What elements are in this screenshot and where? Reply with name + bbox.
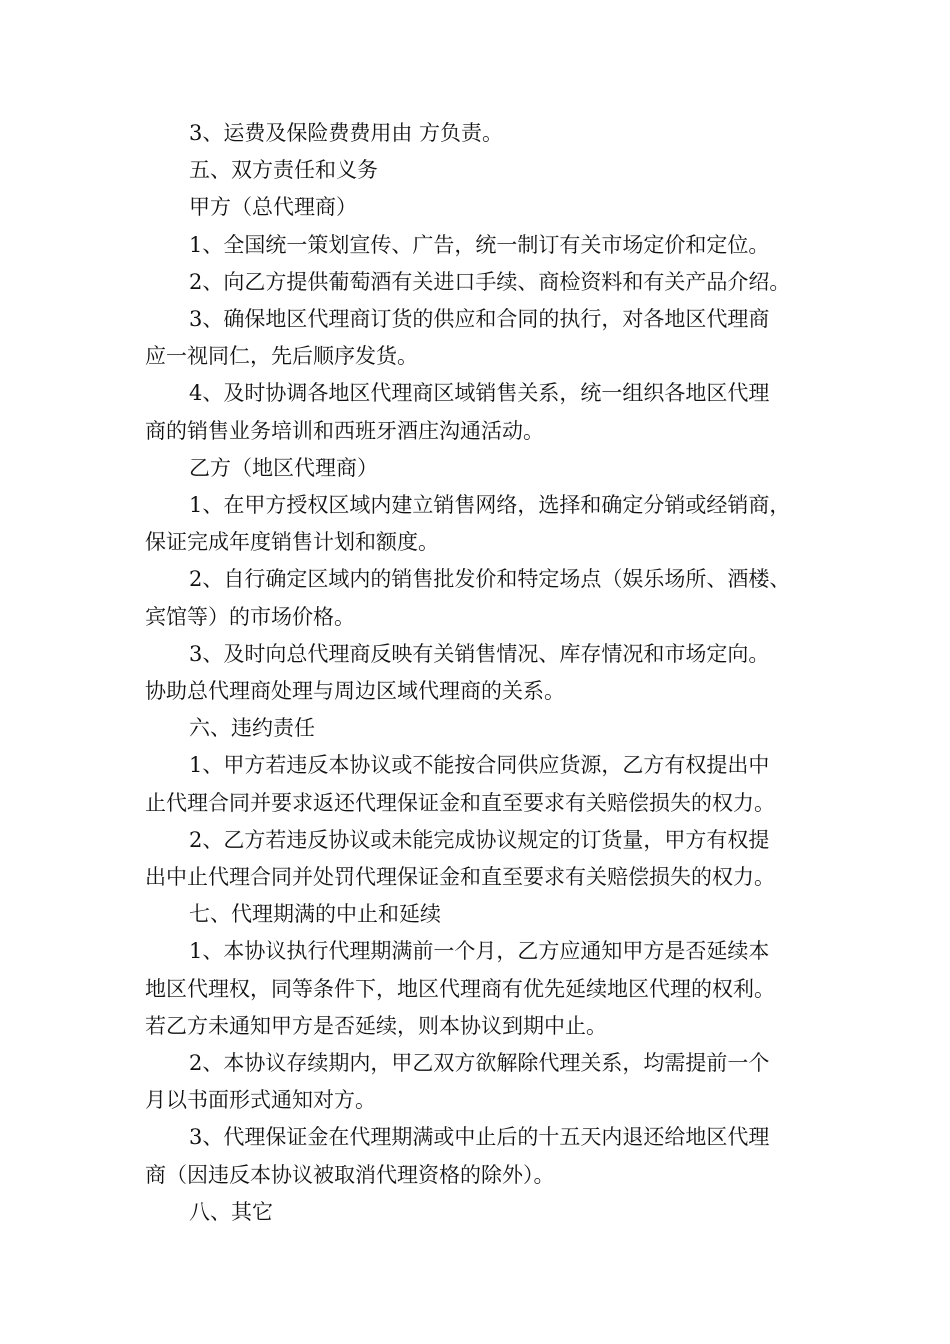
- paragraph: [145, 1045, 835, 1119]
- text-line: 2、本协议存续期内，甲乙双方欲解除代理关系，均需提前一个: [189, 1051, 770, 1076]
- text-line: 八、其它: [189, 1199, 273, 1224]
- document-body: [145, 115, 835, 1231]
- paragraph: [145, 264, 835, 301]
- text-line: 2、向乙方提供葡萄酒有关进口手续、商检资料和有关产品介绍。: [189, 269, 791, 294]
- text-line: 3、确保地区代理商订货的供应和合同的执行，对各地区代理商: [189, 307, 770, 332]
- text-line: 保证完成年度销售计划和额度。: [145, 530, 439, 555]
- paragraph: [145, 301, 835, 375]
- paragraph: [145, 822, 835, 896]
- text-line: 1、甲方若违反本协议或不能按合同供应货源，乙方有权提出中: [189, 753, 770, 778]
- paragraph: [145, 115, 835, 152]
- text-line: 七、代理期满的中止和延续: [189, 902, 441, 927]
- text-line: 1、在甲方授权区域内建立销售网络，选择和确定分销或经销商，: [189, 493, 791, 518]
- text-line: 甲方（总代理商）: [189, 195, 357, 220]
- paragraph: [145, 710, 835, 747]
- text-line: 1、本协议执行代理期满前一个月，乙方应通知甲方是否延续本: [189, 939, 770, 964]
- text-line: 乙方（地区代理商）: [189, 455, 378, 480]
- text-line: 1、全国统一策划宣传、广告，统一制订有关市场定价和定位。: [189, 232, 770, 257]
- text-line: 4、及时协调各地区代理商区域销售关系，统一组织各地区代理: [189, 381, 770, 406]
- text-line: 五、双方责任和义务: [189, 158, 378, 183]
- text-line: 商（因违反本协议被取消代理资格的除外）。: [145, 1162, 555, 1187]
- paragraph: [145, 636, 835, 710]
- paragraph: [145, 896, 835, 933]
- text-line: 协助总代理商处理与周边区域代理商的关系。: [145, 679, 565, 704]
- text-line: 出中止代理合同并处罚代理保证金和直至要求有关赔偿损失的权力。: [145, 865, 775, 890]
- text-line: 2、自行确定区域内的销售批发价和特定场点（娱乐场所、酒楼、: [189, 567, 791, 592]
- paragraph: [145, 152, 835, 189]
- text-line: 2、乙方若违反协议或未能完成协议规定的订货量，甲方有权提: [189, 827, 770, 852]
- text-line: 3、及时向总代理商反映有关销售情况、库存情况和市场定向。: [189, 641, 770, 666]
- text-line: 若乙方未通知甲方是否延续，则本协议到期中止。: [145, 1013, 607, 1038]
- paragraph: [145, 375, 835, 449]
- text-line: 应一视同仁，先后顺序发货。: [145, 344, 418, 369]
- text-line: 六、违约责任: [189, 716, 315, 741]
- paragraph: [145, 561, 835, 635]
- paragraph: [145, 747, 835, 821]
- paragraph: [145, 487, 835, 561]
- text-line: 商的销售业务培训和西班牙酒庄沟通活动。: [145, 418, 544, 443]
- text-line: 3、运费及保险费费用由 方负责。: [189, 121, 504, 145]
- text-line: 宾馆等）的市场价格。: [145, 604, 355, 629]
- paragraph: [145, 189, 835, 226]
- paragraph: [145, 933, 835, 1045]
- text-line: 止代理合同并要求返还代理保证金和直至要求有关赔偿损失的权力。: [145, 790, 775, 815]
- paragraph: [145, 227, 835, 264]
- text-line: 月以书面形式通知对方。: [145, 1088, 376, 1113]
- text-line: 地区代理权，同等条件下，地区代理商有优先延续地区代理的权利。: [145, 976, 775, 1001]
- paragraph: [145, 1119, 835, 1193]
- paragraph: [145, 450, 835, 487]
- text-line: 3、代理保证金在代理期满或中止后的十五天内退还给地区代理: [189, 1125, 770, 1150]
- paragraph: [145, 1194, 835, 1231]
